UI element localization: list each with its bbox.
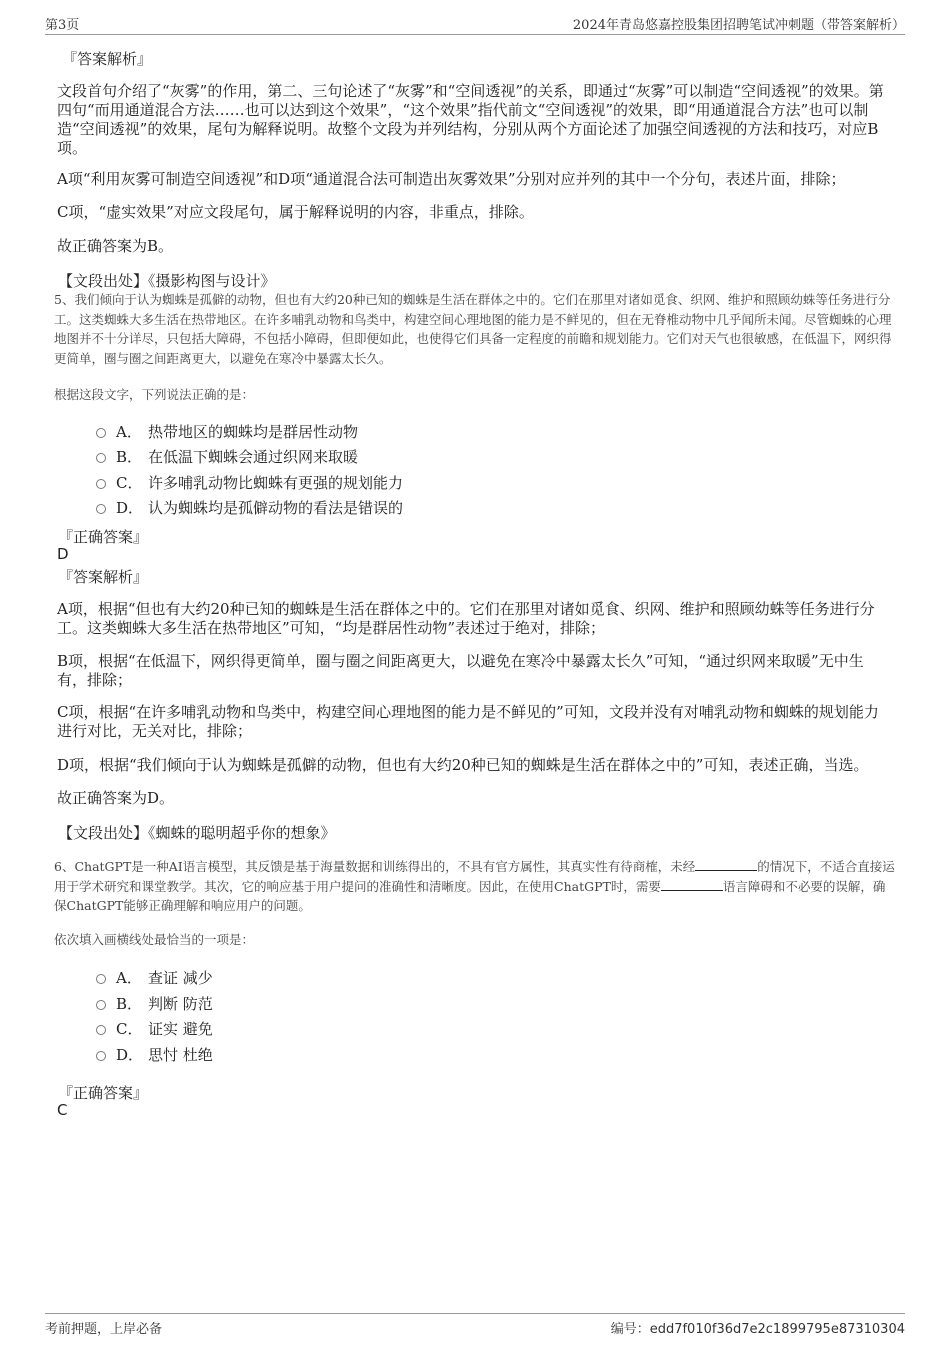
analysis-label: 『答案解析』 xyxy=(58,568,149,586)
radio-button[interactable] xyxy=(96,1025,106,1035)
question-stem: 5、我们倾向于认为蜘蛛是孤僻的动物，但也有大约20种已知的蜘蛛是生活在群体之中的。它们在那里对诸如觅食、织网、维护和照顾幼蛛等任务进行分工。这类蜘蛛大多生活在热带地区。在许多哺乳动物和鸟类中，构建空间心理地图的能力是不鲜见的，但在无脊椎动物中几乎闻所未闻。尽管蜘蛛的心理地图并不十分详尽，只包括大障碍，不包括小障碍，但即便如此，也使得它们具备一定程度的前瞻和规划能力。它们对天气也很敏感，在低温下，网织得更简单，圈与圈之间距离更大，以避免在寒冷中暴露太长久。 xyxy=(54,292,892,366)
option-b[interactable]: B． 在低温下蜘蛛会通过织网来取暖 xyxy=(96,446,358,468)
option-a[interactable]: A． 热带地区的蜘蛛均是群居性动物 xyxy=(96,421,358,443)
correct-answer: C xyxy=(57,1101,68,1119)
option-c[interactable]: C． 许多哺乳动物比蜘蛛有更强的规划能力 xyxy=(96,472,403,494)
analysis-label: 『答案解析』 xyxy=(62,50,153,68)
option-c[interactable]: C． 证实 避免 xyxy=(96,1018,213,1040)
correct-answer-label: 『正确答案』 xyxy=(58,1084,149,1102)
option-d[interactable]: D． 认为蜘蛛均是孤僻动物的看法是错误的 xyxy=(96,497,403,519)
page-footer xyxy=(45,1313,905,1336)
correct-answer-label: 『正确答案』 xyxy=(58,528,149,546)
question-stem: 6、ChatGPT是一种AI语言模型，其反馈是基于海量数据和训练得出的，不具有官方属性，其真实性有待商榷，未经 的情况下，不适合直接运用于学术研究和课堂教学。其次，它的响应基于用户提问的准确性和清晰度。因此，在使用ChatGPT时，需要 语言障碍和不必要的误解，确保ChatGPT能够正确理解和响应用户的问题。 xyxy=(54,859,895,913)
analysis-conclusion: 故正确答案为D。 xyxy=(57,789,175,807)
radio-button[interactable] xyxy=(96,1051,106,1061)
analysis-paragraph: A项，根据“但也有大约20种已知的蜘蛛是生活在群体之中的。它们在那里对诸如觅食、织网、维护和照顾幼蛛等任务进行分工。这类蜘蛛大多生活在热带地区”可知，“均是群居性动物”表述过于绝对，排除； xyxy=(57,600,875,637)
passage-source: 【文段出处】《摄影构图与设计》 xyxy=(58,272,276,290)
fill-blank-1 xyxy=(695,858,757,871)
analysis-paragraph: C项，根据“在许多哺乳动物和鸟类中，构建空间心理地图的能力是不鲜见的”可知，文段并没有对哺乳动物和蜘蛛的规划能力进行对比，无关对比，排除； xyxy=(57,703,879,740)
footer-slogan: 考前押题，上岸必备 xyxy=(45,1322,163,1337)
document-title: 2024年青岛悠嘉控股集团招聘笔试冲刺题（带答案解析） xyxy=(572,18,905,33)
passage-source: 【文段出处】《蜘蛛的聪明超乎你的想象》 xyxy=(58,824,336,842)
analysis-paragraph: C项，“虚实效果”对应文段尾句，属于解释说明的内容，非重点，排除。 xyxy=(57,203,534,221)
radio-button[interactable] xyxy=(96,974,106,984)
option-d[interactable]: D． 思忖 杜绝 xyxy=(96,1044,213,1066)
analysis-paragraph: D项，根据“我们倾向于认为蜘蛛是孤僻的动物，但也有大约20种已知的蜘蛛是生活在群体之中的”可知，表述正确，当选。 xyxy=(57,756,869,774)
option-a[interactable]: A． 查证 减少 xyxy=(96,967,213,989)
analysis-paragraph: A项“利用灰雾可制造空间透视”和D项“通道混合法可制造出灰雾效果”分别对应并列的其中一个分句，表述片面，排除； xyxy=(57,170,846,188)
radio-button[interactable] xyxy=(96,504,106,514)
document-code: 编号：edd7f010f36d7e2c1899795e87310304 xyxy=(610,1322,905,1337)
radio-button[interactable] xyxy=(96,453,106,463)
radio-button[interactable] xyxy=(96,479,106,489)
page-header xyxy=(45,14,905,35)
analysis-paragraph: 文段首句介绍了“灰雾”的作用，第二、三句论述了“灰雾”和“空间透视”的关系，即通过“灰雾”可以制造“空间透视”的效果。第四句“而用通道混合方法……也可以达到这个效果”，“这个效果”指代前文“空间透视”的效果，即“用通道混合方法”也可以制造“空间透视”的效果，尾句为解释说明。故整个文段为并列结构，分别从两个方面论述了加强空间透视的方法和技巧，对应B项。 xyxy=(57,82,884,157)
correct-answer: D xyxy=(57,545,69,563)
option-b[interactable]: B． 判断 防范 xyxy=(96,993,213,1015)
analysis-conclusion: 故正确答案为B。 xyxy=(57,237,174,255)
fill-blank-2 xyxy=(661,878,723,891)
radio-button[interactable] xyxy=(96,1000,106,1010)
question-prompt: 根据这段文字，下列说法正确的是： xyxy=(54,387,255,402)
question-prompt: 依次填入画横线处最恰当的一项是： xyxy=(54,932,255,947)
radio-button[interactable] xyxy=(96,428,106,438)
analysis-paragraph: B项，根据“在低温下，网织得更简单，圈与圈之间距离更大，以避免在寒冷中暴露太长久”可知，“通过织网来取暖”无中生有，排除； xyxy=(57,652,864,689)
page-number: 第3页 xyxy=(45,18,80,33)
